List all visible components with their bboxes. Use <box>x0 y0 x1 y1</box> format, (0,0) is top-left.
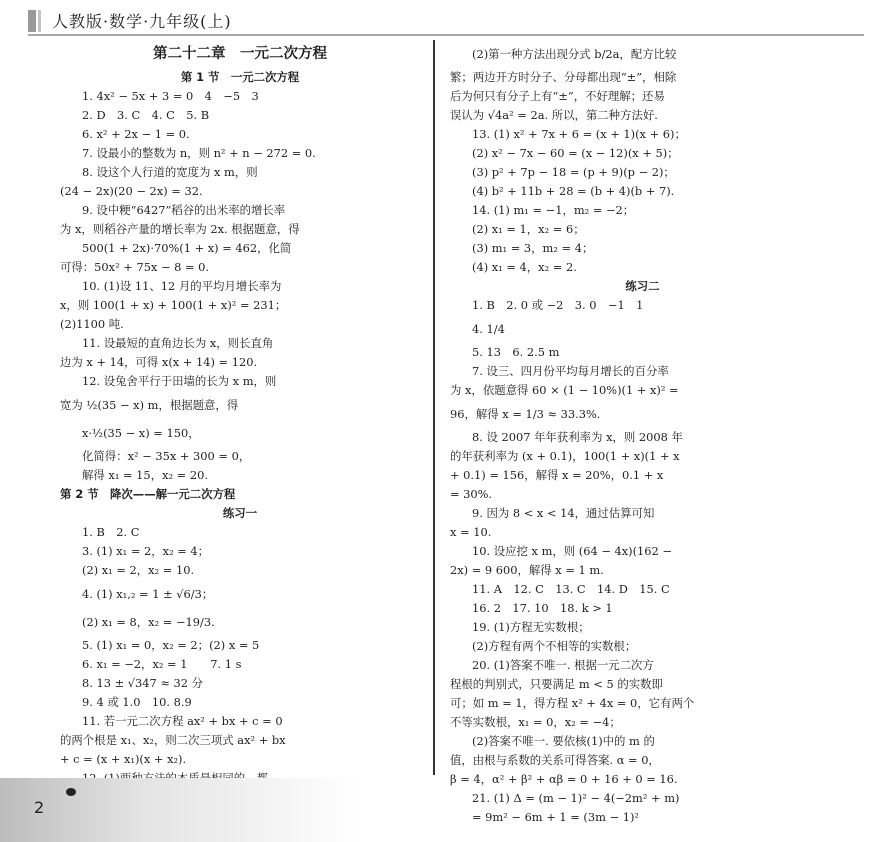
text-line: 11. 设最短的直角边长为 x，则长直角 <box>82 336 274 350</box>
text-line: β = 4，α² + β² + αβ = 0 + 16 + 0 = 16. <box>450 772 678 786</box>
text-line: 1. 4x² − 5x + 3 = 0 4 −5 3 <box>82 89 259 103</box>
text-line: 3. (1) x₁ = 2，x₂ = 4； <box>82 544 210 558</box>
text-line: 7. 设最小的整数为 n，则 n² + n − 272 = 0. <box>82 146 316 160</box>
text-line: 可；如 m = 1，得方程 x² + 4x = 0，它有两个 <box>450 696 695 710</box>
footer-dot-decoration <box>66 788 76 796</box>
text-line: (2) x₁ = 1，x₂ = 6； <box>472 222 585 236</box>
text-line: (4) b² + 11b + 28 = (b + 4)(b + 7). <box>472 184 675 198</box>
text-line: 2x) = 9 600，解得 x = 1 m. <box>450 563 604 577</box>
text-line: 5. 13 6. 2.5 m <box>472 345 560 359</box>
text-line: (2)方程有两个不相等的实数根； <box>472 639 637 653</box>
text-line: 20. (1)答案不唯一. 根据一元二次方 <box>472 658 654 672</box>
left-column <box>60 40 420 807</box>
text-line: 9. 设中粳“6427”稻谷的出米率的增长率 <box>82 203 286 217</box>
text-line: 7. 设三、四月份平均每月增长的百分率 <box>472 364 669 378</box>
text-line: 10. 设应挖 x m，则 (64 − 4x)(162 − <box>472 544 672 558</box>
text-line: (2)1100 吨. <box>60 317 124 331</box>
text-line: 值，由根与系数的关系可得答案. α = 0， <box>450 753 660 767</box>
text-line: 4. 1/4 <box>472 322 505 336</box>
text-line: = 9m² − 6m + 1 = (3m − 1)² <box>472 810 639 824</box>
text-line: 16. 2 17. 10 18. k > 1 <box>472 601 613 615</box>
text-line: 8. 设这个人行道的宽度为 x m，则 <box>82 165 258 179</box>
text-line: 4. (1) x₁,₂ = 1 ± √6/3； <box>82 587 214 601</box>
text-line: 第 1 节 一元二次方程 <box>180 70 300 84</box>
text-line: 21. (1) Δ = (m − 1)² − 4(−2m² + m) <box>472 791 680 805</box>
text-line: 的年获利率为 (x + 0.1)，100(1 + x)(1 + x <box>450 449 680 463</box>
text-line: 5. (1) x₁ = 0，x₂ = 2；(2) x = 5 <box>82 638 260 652</box>
text-line: 8. 13 ± √347 ≈ 32 分 <box>82 676 204 690</box>
header-rule <box>28 34 864 36</box>
text-line: 19. (1)方程无实数根； <box>472 620 590 634</box>
header-bar-decoration-thin <box>38 10 41 32</box>
text-line: 9. 4 或 1.0 10. 8.9 <box>82 695 192 709</box>
text-line: 化简得：x² − 35x + 300 = 0， <box>82 449 251 463</box>
text-line: 8. 设 2007 年年获利率为 x，则 2008 年 <box>472 430 683 444</box>
text-line: 14. (1) m₁ = −1，m₂ = −2； <box>472 203 635 217</box>
text-line: 96，解得 x = 1/3 ≈ 33.3%. <box>450 407 601 421</box>
header-bar-decoration <box>28 10 36 32</box>
text-line: 练习二 <box>625 279 660 293</box>
text-line: 第二十二章 一元二次方程 <box>153 46 327 62</box>
text-line: (3) m₁ = 3，m₂ = 4； <box>472 241 594 255</box>
text-line: 2. D 3. C 4. C 5. B <box>82 108 210 122</box>
text-line: = 30%. <box>450 487 493 501</box>
text-line: (24 − 2x)(20 − 2x) = 32. <box>60 184 203 198</box>
text-line: 第 2 节 降次——解一元二次方程 <box>60 487 236 501</box>
text-line: 边为 x + 14，可得 x(x + 14) = 120. <box>60 355 258 369</box>
page-number: 2 <box>34 798 45 817</box>
text-line: 为 x，则稻谷产量的增长率为 2x. 根据题意，得 <box>60 222 300 236</box>
text-line: (2) x² − 7x − 60 = (x − 12)(x + 5)； <box>472 146 679 160</box>
text-line: 不等实数根，x₁ = 0，x₂ = −4； <box>450 715 621 729</box>
text-line: 可得：50x² + 75x − 8 = 0. <box>60 260 210 274</box>
text-line: 解得 x₁ = 15，x₂ = 20. <box>82 468 208 482</box>
text-line: 程根的判别式，只要满足 m < 5 的实数即 <box>450 677 663 691</box>
text-line: 13. (1) x² + 7x + 6 = (x + 1)(x + 6)； <box>472 127 686 141</box>
text-line: (4) x₁ = 4，x₂ = 2. <box>472 260 577 274</box>
text-line: (3) p² + 7p − 18 = (p + 9)(p − 2)； <box>472 165 675 179</box>
text-line: + c = (x + x₁)(x + x₂). <box>60 752 187 766</box>
text-line: 11. 若一元二次方程 ax² + bx + c = 0 <box>82 714 283 728</box>
right-column <box>450 40 835 827</box>
text-line: x·½(35 − x) = 150， <box>82 426 200 440</box>
text-line: 1. B 2. 0 或 −2 3. 0 −1 1 <box>472 298 644 312</box>
footer-band <box>0 778 360 842</box>
text-line: 繁；两边开方时分子、分母都出现“±”，相除 <box>450 70 677 84</box>
text-line: 12. 设兔舍平行于田墙的长为 x m，则 <box>82 374 277 388</box>
text-line: 6. x₁ = −2，x₂ = 1 7. 1 s <box>82 657 242 671</box>
text-line: 1. B 2. C <box>82 525 140 539</box>
text-line: 练习一 <box>222 506 258 520</box>
text-line: 的两个根是 x₁、x₂，则二次三项式 ax² + bx <box>60 733 286 747</box>
text-line: (2) x₁ = 8，x₂ = −19/3. <box>82 615 215 629</box>
text-line: 6. x² + 2x − 1 = 0. <box>82 127 190 141</box>
header-title: 人教版·数学·九年级(上) <box>52 12 232 31</box>
text-line: 误认为 √4a² = 2a. 所以，第二种方法好. <box>450 108 658 122</box>
text-line: 为 x，依题意得 60 × (1 − 10%)(1 + x)² = <box>450 383 679 397</box>
text-line: 后为何只有分子上有“±”，不好理解；还易 <box>450 89 665 103</box>
column-divider <box>433 40 435 775</box>
text-line: 11. A 12. C 13. C 14. D 15. C <box>472 582 670 596</box>
text-line: (2) x₁ = 2，x₂ = 10. <box>82 563 195 577</box>
text-line: x，则 100(1 + x) + 100(1 + x)² = 231； <box>60 298 287 312</box>
text-line: (2)第一种方法出现分式 b/2a，配方比较 <box>472 47 677 61</box>
text-line: 10. (1)设 11、12 月的平均月增长率为 <box>82 279 282 293</box>
text-line: + 0.1) = 156，解得 x = 20%，0.1 + x <box>450 468 664 482</box>
text-line: 宽为 ½(35 − x) m，根据题意，得 <box>60 398 239 412</box>
text-line: 500(1 + 2x)·70%(1 + x) = 462，化简 <box>82 241 292 255</box>
text-line: x = 10. <box>450 525 492 539</box>
text-line: (2)答案不唯一. 要依核(1)中的 m 的 <box>472 734 655 748</box>
text-line: 9. 因为 8 < x < 14，通过估算可知 <box>472 506 655 520</box>
